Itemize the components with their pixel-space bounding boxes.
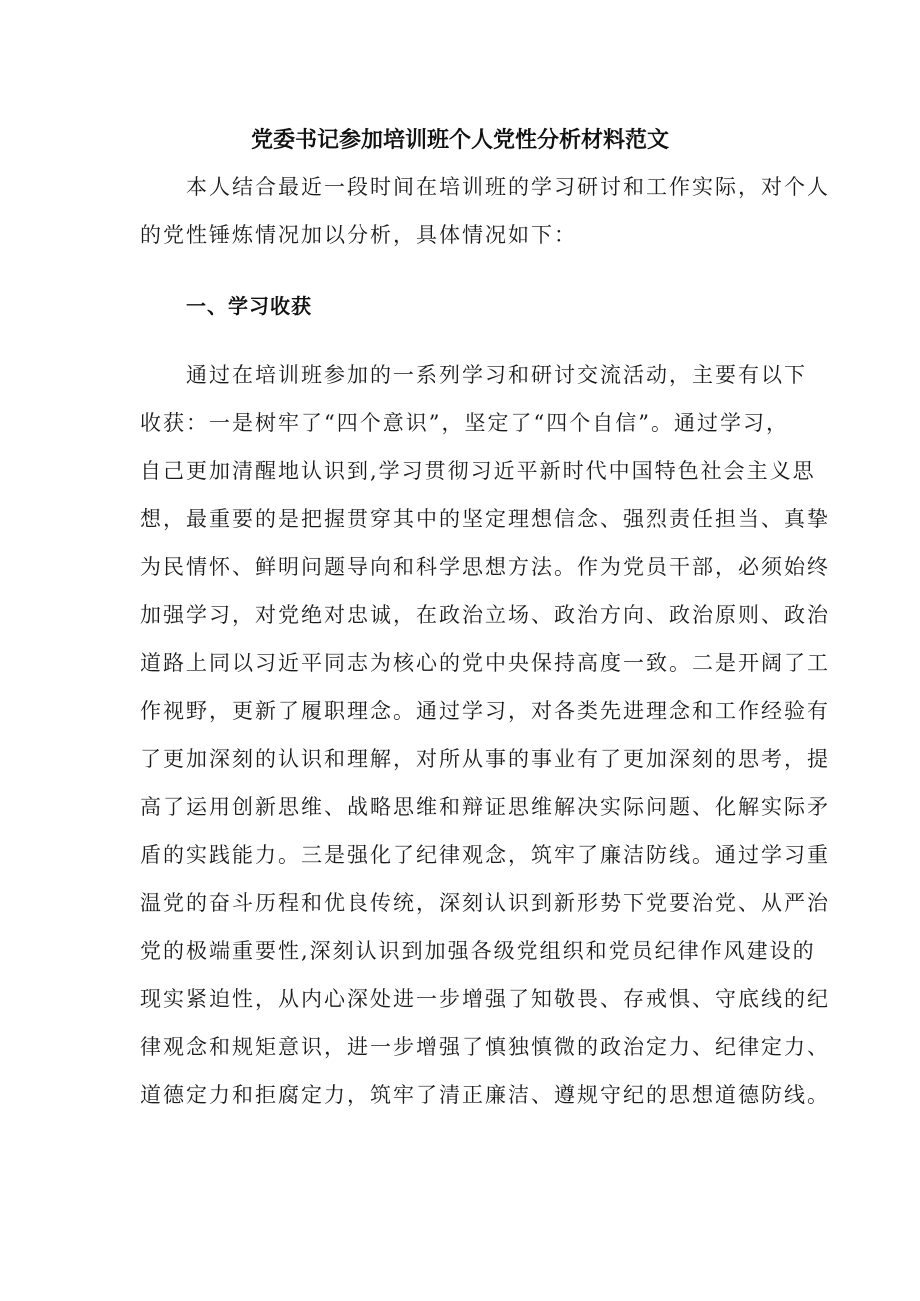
paragraph-line: 收获：一是树牢了“四个意识”，坚定了“四个自信”。通过学习， xyxy=(140,411,789,435)
section-paragraph xyxy=(140,351,830,1119)
section-heading: 一、学习收获 xyxy=(186,294,312,318)
paragraph-line: 加强学习，对党绝对忠诚，在政治立场、政治方向、政治原则、政治 xyxy=(140,603,830,627)
paragraph-line: 盾的实践能力。三是强化了纪律观念，筑牢了廉洁防线。通过学习重 xyxy=(140,843,830,867)
paragraph-line: 道德定力和拒腐定力，筑牢了清正廉洁、遵规守纪的思想道德防线。 xyxy=(140,1083,830,1107)
paragraph-line: 想，最重要的是把握贯穿其中的坚定理想信念、强烈责任担当、真挚 xyxy=(140,507,830,531)
paragraph-line: 党的极端重要性,深刻认识到加强各级党组织和党员纪律作风建设的 xyxy=(140,939,816,963)
paragraph-line: 高了运用创新思维、战略思维和辩证思维解决实际问题、化解实际矛 xyxy=(140,795,830,819)
paragraph-line: 道路上同以习近平同志为核心的党中央保持高度一致。二是开阔了工 xyxy=(140,651,830,675)
document-title: 党委书记参加培训班个人党性分析材料范文 xyxy=(250,128,669,153)
paragraph-line: 自己更加清醒地认识到,学习贯彻习近平新时代中国特色社会主义思 xyxy=(140,459,816,483)
intro-line: 的党性锤炼情况加以分析，具体情况如下： xyxy=(140,223,577,247)
paragraph-line: 律观念和规矩意识，进一步增强了慎独慎微的政治定力、纪律定力、 xyxy=(140,1035,830,1059)
paragraph-line: 为民情怀、鲜明问题导向和科学思想方法。作为党员干部，必须始终 xyxy=(140,555,830,579)
intro-line: 本人结合最近一段时间在培训班的学习研讨和工作实际，对个人 xyxy=(186,175,830,199)
paragraph-line: 温党的奋斗历程和优良传统，深刻认识到新形势下党要治党、从严治 xyxy=(140,891,830,915)
paragraph-line: 现实紧迫性，从内心深处进一步增强了知敬畏、存戒惧、守底线的纪 xyxy=(140,987,830,1011)
intro-paragraph xyxy=(140,163,830,259)
paragraph-line: 通过在培训班参加的一系列学习和研讨交流活动，主要有以下 xyxy=(186,363,807,387)
paragraph-line: 作视野，更新了履职理念。通过学习，对各类先进理念和工作经验有 xyxy=(140,699,830,723)
paragraph-line: 了更加深刻的认识和理解，对所从事的事业有了更加深刻的思考，提 xyxy=(140,747,830,771)
